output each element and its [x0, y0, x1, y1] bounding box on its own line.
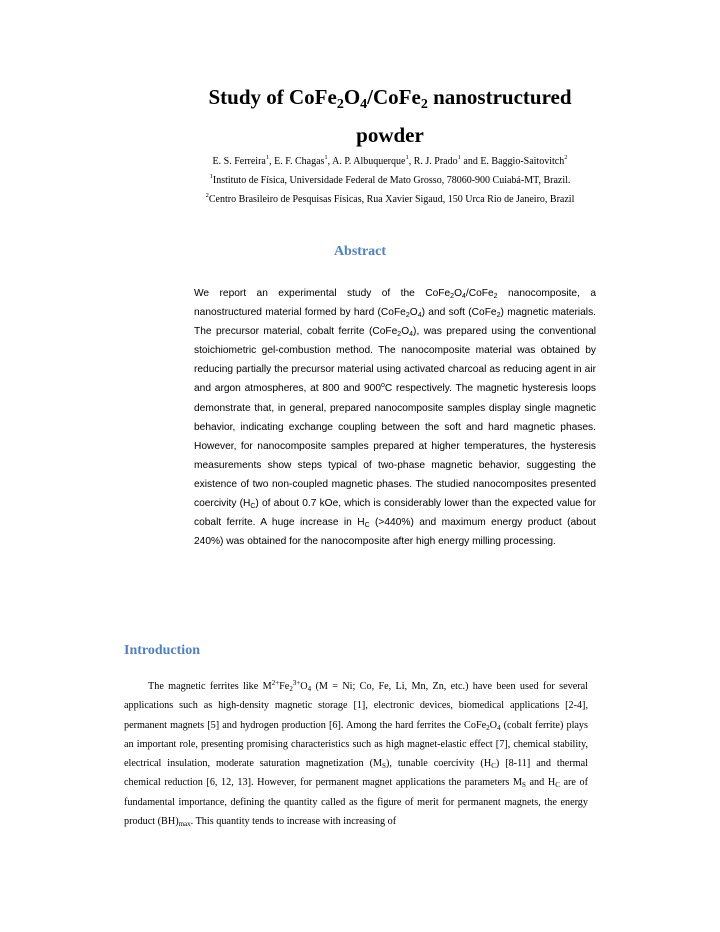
intro-text: (cobalt ferrite) plays an important role, presenting promising characteristics such as high magnet-elastic effect [7], chemical stability, electrical insulation, moderate saturation magnetization (M [124, 719, 588, 770]
intro-subscript: 4 [307, 685, 312, 693]
author-affiliation-mark: 1 [324, 154, 328, 161]
introduction-heading: Introduction [124, 643, 200, 658]
affiliation-number: 1 [209, 173, 213, 180]
abstract-paragraph [194, 284, 596, 551]
intro-superscript: 3+ [292, 679, 301, 687]
intro-subscript: 2 [486, 723, 490, 732]
affiliation-1 [120, 171, 660, 190]
abstract-text: O [454, 288, 463, 299]
intro-text: The magnetic ferrites like M [148, 681, 272, 692]
abstract-text: O [409, 307, 418, 319]
title-subscript: 4 [360, 97, 368, 112]
author-separator: , [408, 156, 414, 167]
author-affiliation-mark: 1 [405, 154, 409, 161]
author-separator: , [269, 156, 275, 167]
intro-text: (M = Ni; Co, Fe, Li, Mn, Zn, etc.) have been used for several applications such as high-density magnetic storage [1], electronic devices, biomedical applications [2-4], permanent magnets [5] and hydrogen production [6]. Among the hard ferrites the CoFe [124, 681, 588, 731]
intro-subscript: max [178, 820, 191, 829]
title-text: O [343, 85, 361, 109]
author-block [120, 152, 660, 209]
affiliation-2 [120, 190, 660, 209]
intro-subscript: S [522, 781, 526, 790]
abstract-subscript: 2 [405, 312, 410, 320]
intro-subscript: S [382, 762, 386, 771]
intro-text: are of fundamental importance, defining the quantity called as the figure of merit for permanent magnets, the energy product (BH) [124, 777, 588, 828]
affiliation-text: Centro Brasileiro de Pesquisas Físicas, Rua Xavier Sigaud, 150 Urca Rio de Janeiro, Brazil [208, 194, 575, 205]
abstract-heading: Abstract [333, 244, 387, 259]
intro-superscript: 2+ [271, 679, 280, 687]
abstract-subscript: 2 [496, 312, 501, 320]
affiliation-number: 2 [205, 192, 209, 199]
intro-text: O [489, 719, 497, 731]
title-text: nanostructured [427, 85, 572, 109]
title-subscript: 2 [336, 97, 344, 112]
introduction-body [124, 677, 588, 831]
intro-text: and H [525, 777, 556, 789]
author: E. F. Chagas [274, 156, 325, 167]
author-separator: , [327, 156, 333, 167]
title-text: /CoFe [367, 85, 421, 109]
introduction-paragraph [124, 677, 588, 831]
intro-subscript: C [491, 762, 496, 771]
intro-subscript: 4 [497, 723, 501, 732]
abstract-subscript: 4 [409, 331, 414, 339]
author: E. S. Ferreira [212, 156, 266, 167]
intro-text: . This quantity tends to increase with increasing of [190, 816, 397, 828]
author: A. P. Albuquerque [332, 156, 406, 167]
abstract-subscript: 2 [493, 293, 498, 300]
abstract-subscript: 4 [462, 293, 466, 300]
title-subscript: 2 [420, 97, 428, 112]
abstract-text: ) of about 0.7 kOe, which is considerably lower than the expected value for cobalt ferrite. A huge increase in H [194, 498, 596, 529]
abstract-subscript: 4 [417, 312, 422, 320]
abstract-text: ), was prepared using the conventional stoichiometric gel-combustion method. The nanocomposite material was obtained by reducing partially the precursor material using activated charcoal as reducing agent in air and argon atmospheres, at 800 and 900 [194, 326, 596, 395]
abstract-body [194, 284, 596, 551]
author-affiliation-mark: 2 [564, 154, 568, 161]
author: E. Baggio-Saitovitch [480, 156, 565, 167]
intro-text: Fe [279, 681, 290, 692]
author-affiliation-mark: 1 [265, 154, 270, 161]
abstract-text: We report an experimental study of the CoFe [194, 288, 451, 299]
abstract-subscript: 2 [397, 331, 402, 339]
intro-subscript: C [555, 781, 560, 790]
intro-subscript: 2 [289, 685, 293, 693]
abstract-text: nanocomposite, a nanostructured material formed by hard (CoFe [194, 288, 596, 319]
abstract-text: (>440%) and maximum energy product (about 240%) was obtained for the nanocomposite after high energy milling processing. [194, 517, 596, 548]
author-list [213, 156, 568, 167]
abstract-text: /CoFe [465, 288, 494, 299]
abstract-text: C respectively. The magnetic hysteresis loops demonstrate that, in general, prepared nanocomposite samples display single magnetic behavior, indicating exchange coupling between the soft and hard magnetic phases. However, for nanocomposite samples prepared at higher temperatures, the hysteresis measurements show steps typical of two-phase magnetic behavior, suggesting the existence of two non-coupled magnetic phases. The studied nanocomposites presented coercivity (H [194, 383, 596, 510]
abstract-text: ) magnetic materials. The precursor material, cobalt ferrite (CoFe [194, 307, 596, 338]
author-separator: and [460, 156, 481, 167]
abstract-text: O [401, 326, 410, 338]
title-text: Study of CoFe [208, 85, 337, 109]
intro-text: O [300, 681, 308, 692]
paper-title [150, 78, 630, 154]
abstract-superscript: o [381, 382, 385, 390]
affiliation-text: Instituto de Física, Universidade Federal de Mato Grosso, 78060-900 Cuiabá-MT, Brazil. [212, 175, 571, 186]
intro-text: ) [8-11] and thermal chemical reduction [6, 12, 13]. However, for permanent magnet applications the parameters M [124, 758, 588, 789]
intro-text: ), tunable coercivity (H [385, 758, 492, 770]
abstract-text: ) and soft (CoFe [421, 307, 497, 319]
abstract-subscript: C [364, 522, 370, 530]
abstract-subscript: 2 [450, 293, 455, 300]
author: R. J. Prado [413, 156, 458, 167]
author-affiliation-mark: 1 [457, 154, 461, 161]
title-line-2: powder [356, 123, 424, 147]
abstract-subscript: C [250, 503, 256, 511]
